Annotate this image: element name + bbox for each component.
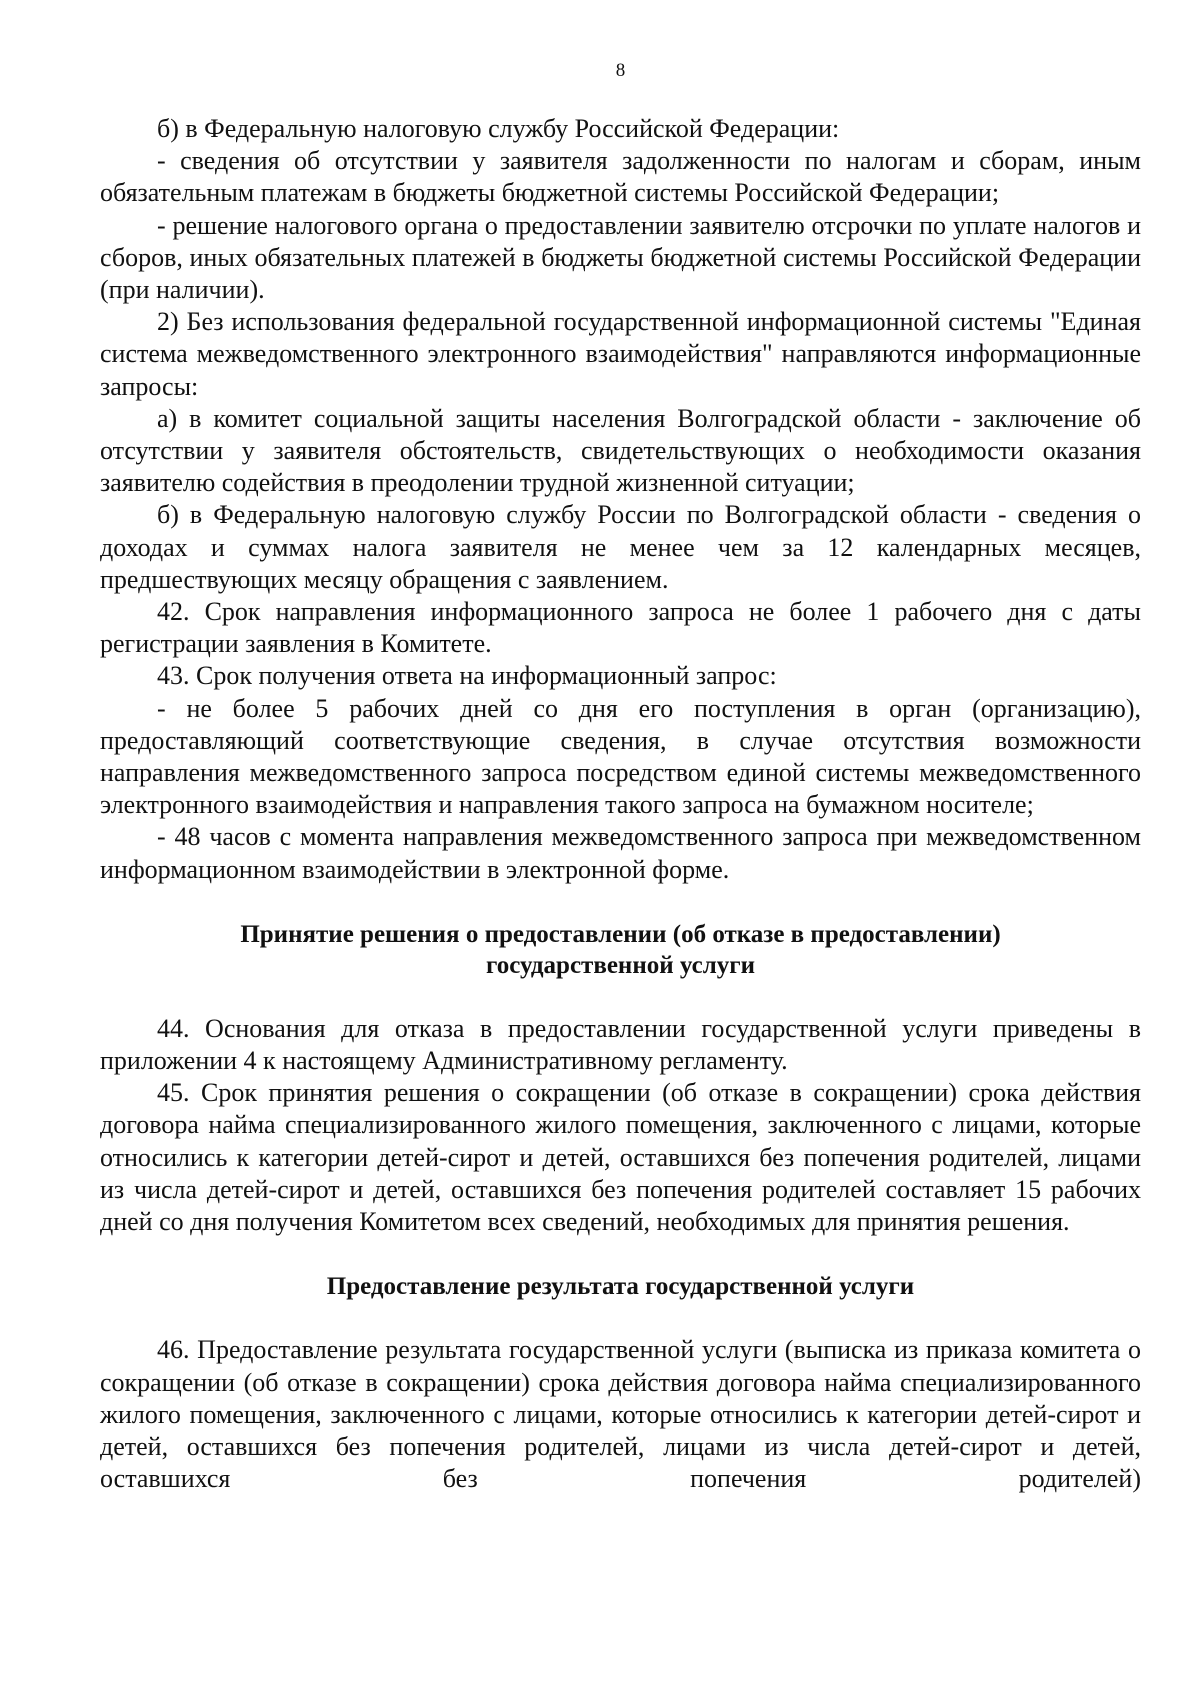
paragraph: 43. Срок получения ответа на информационный запрос: <box>157 661 777 691</box>
document-body <box>100 113 1141 1495</box>
section-heading-line: Принятие решения о предоставлении (об отказе в предоставлении) <box>240 920 1001 948</box>
spacer <box>100 886 1141 919</box>
paragraph: 46. Предоставление результата государственной услуги (выписка из приказа комитета о сокращении (об отказе в сокращении) срока действия договора найма специализированного жилого помещения, заключенного с лицами, которые относились к категории детей-сирот и детей, оставшихся без попечения родителей, лицами из числа детей-сирот и детей, оставшихся без попечения родителей) <box>100 1335 1141 1494</box>
paragraph: - решение налогового органа о предоставлении заявителю отсрочки по уплате налогов и сборов, иных обязательных платежей в бюджеты бюджетной системы Российской Федерации (при наличии). <box>100 210 1141 305</box>
paragraph: 42. Срок направления информационного запроса не более 1 рабочего дня с даты регистрации заявления в Комитете. <box>100 597 1141 659</box>
section-heading-result: Предоставление результата государственной услуги <box>326 1273 915 1301</box>
paragraph: 2) Без использования федеральной государственной информационной системы "Единая система межведомственного электронного взаимодействия" направляются информационные запросы: <box>100 307 1141 401</box>
spacer <box>100 981 1141 1013</box>
paragraph: б) в Федеральную налоговую службу России по Волгоградской области - сведения о доходах и суммах налога заявителя не менее чем за 12 календарных месяцев, предшествующих месяцу обращения с заявлением. <box>100 500 1141 594</box>
paragraph: - сведения об отсутствии у заявителя задолженности по налогам и сборам, иным обязательным платежам в бюджеты бюджетной системы Российской Федерации; <box>100 146 1141 208</box>
paragraph: - 48 часов с момента направления межведомственного запроса при межведомственном информационном взаимодействии в электронной форме. <box>100 822 1141 884</box>
page-number: 8 <box>615 60 626 81</box>
paragraph: - не более 5 рабочих дней со дня его поступления в орган (организацию), предоставляющий соответствующие сведения, в случае отсутствия возможности направления межведомственного запроса посредством единой системы межведомственного электронного взаимодействия и направления такого запроса на бумажном носителе; <box>100 693 1141 820</box>
section-heading-line: государственной услуги <box>485 951 756 979</box>
section-heading-decision <box>100 919 1141 981</box>
paragraph: 45. Срок принятия решения о сокращении (об отказе в сокращении) срока действия договора найма специализированного жилого помещения, заключенного с лицами, которые относились к категории детей-сирот и детей, оставшихся без попечения родителей, лицами из числа детей-сирот и детей, оставшихся без попечения родителей составляет 15 рабочих дней со дня получения Комитетом всех сведений, необходимых для принятия решения. <box>100 1078 1141 1237</box>
spacer <box>100 1238 1141 1271</box>
paragraph: б) в Федеральную налоговую службу Российской Федерации: <box>157 114 840 143</box>
paragraph: а) в комитет социальной защиты населения Волгоградской области - заключение об отсутствии у заявителя обстоятельств, свидетельствующих о необходимости оказания заявителю содействия в преодолении трудной жизненной ситуации; <box>100 403 1141 498</box>
paragraph: 44. Основания для отказа в предоставлении государственной услуги приведены в приложении 4 к настоящему Административному регламенту. <box>100 1013 1141 1076</box>
spacer <box>100 1302 1141 1334</box>
